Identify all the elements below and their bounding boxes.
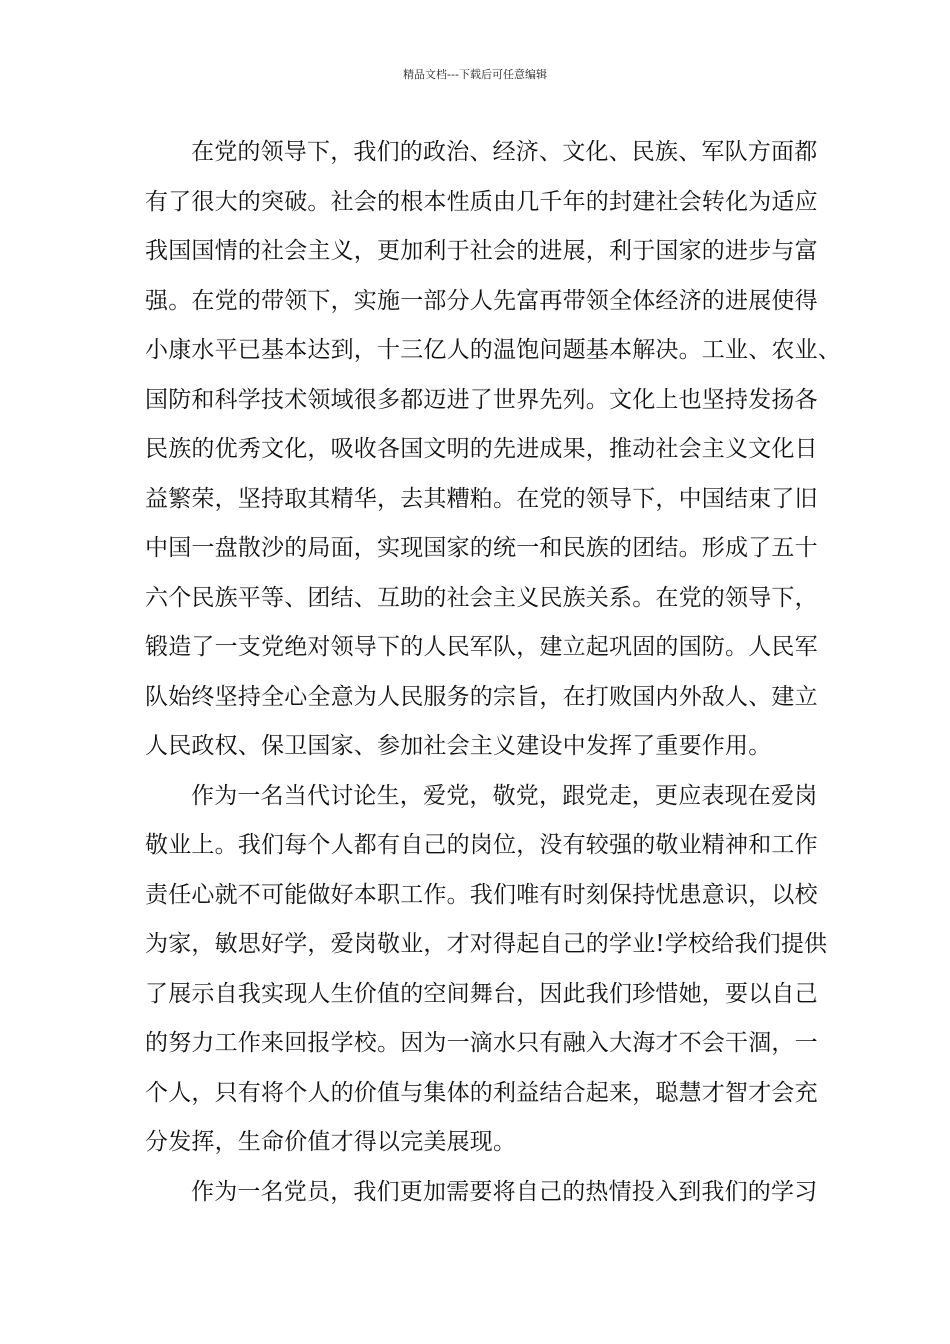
text-line: 责任心就不可能做好本职工作。我们唯有时刻保持忧患意识，以校 (145, 881, 818, 908)
page-header: 精品文档---下载后可任意编辑 (403, 68, 547, 81)
paragraph-start-line: 作为一名当代讨论生，爱党，敬党，跟党走，更应表现在爱岗 (191, 782, 818, 809)
paragraph-start-line: 在党的领导下，我们的政治、经济、文化、民族、军队方面都 (191, 139, 818, 165)
text-line: 锻造了一支党绝对领导下的人民军队，建立起巩固的国防。人民军 (145, 634, 818, 660)
text-line: 个人，只有将个人的价值与集体的利益结合起来，聪慧才智才会充 (145, 1079, 818, 1106)
text-line: 有了很大的突破。社会的根本性质由几千年的封建社会转化为适应 (145, 188, 818, 215)
text-line: 中国一盘散沙的局面，实现国家的统一和民族的团结。形成了五十 (145, 535, 818, 561)
text-line: 为家，敏思好学，爱岗敬业，才对得起自己的学业!学校给我们提供 (145, 931, 828, 957)
text-line: 六个民族平等、团结、互助的社会主义民族关系。在党的领导下， (145, 584, 818, 611)
text-line: 强。在党的带领下，实施一部分人先富再带领全体经济的进展使得 (145, 287, 818, 314)
text-line: 队始终坚持全心全意为人民服务的宗旨，在打败国内外敌人、建立 (145, 683, 818, 710)
text-line: 了展示自我实现人生价值的空间舞台，因此我们珍惜她，要以自己 (145, 980, 818, 1007)
text-line: 益繁荣，坚持取其精华，去其糟粕。在党的领导下，中国结束了旧 (145, 485, 818, 512)
text-line: 分发挥，生命价值才得以完美展现。 (145, 1129, 517, 1155)
text-line: 小康水平已基本达到，十三亿人的温饱问题基本解决。工业、农业、 (145, 337, 841, 363)
text-line: 国防和科学技术领域很多都迈进了世界先列。文化上也坚持发扬各 (145, 386, 818, 413)
text-line: 的努力工作来回报学校。因为一滴水只有融入大海才不会干涸，一 (145, 1030, 818, 1056)
text-line: 人民政权、保卫国家、参加社会主义建设中发挥了重要作用。 (145, 733, 772, 759)
paragraph-start-line: 作为一名党员，我们更加需要将自己的热情投入到我们的学习 (191, 1178, 818, 1205)
text-line: 我国国情的社会主义，更加利于社会的进展，利于国家的进步与富 (145, 238, 818, 264)
text-line: 敬业上。我们每个人都有自己的岗位，没有较强的敬业精神和工作 (145, 832, 818, 858)
text-line: 民族的优秀文化，吸收各国文明的先进成果，推动社会主义文化日 (145, 436, 818, 462)
document-body (145, 128, 841, 1217)
